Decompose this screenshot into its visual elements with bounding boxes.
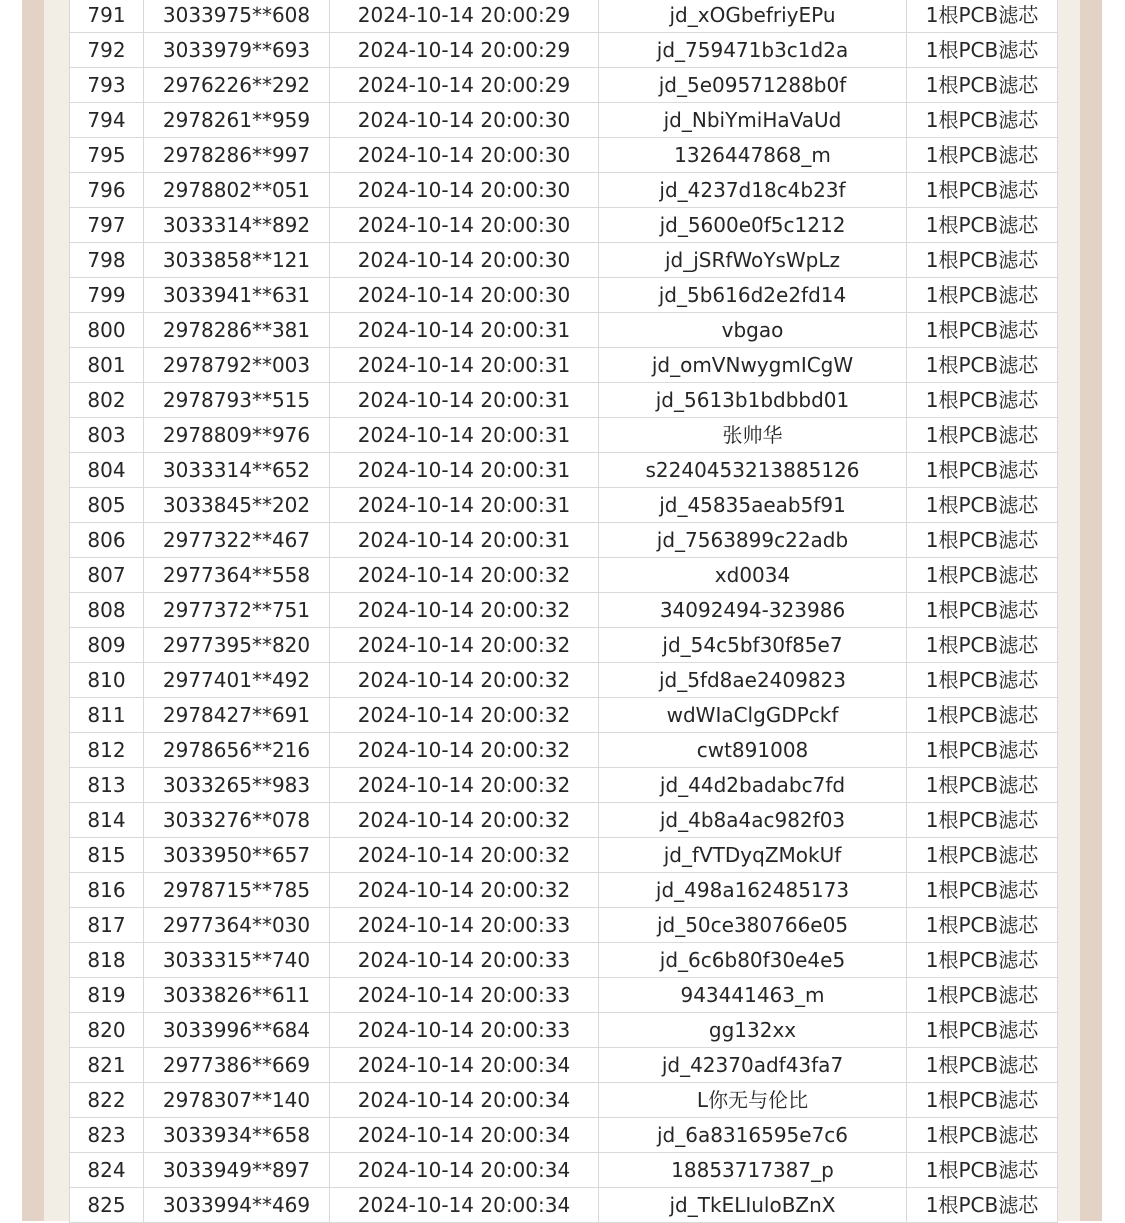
timestamp-cell: 2024-10-14 20:00:32 [330,768,599,803]
username-cell: xd0034 [599,558,907,593]
table-row [70,908,1058,943]
order-id-cell: 3033826**611 [144,978,330,1013]
timestamp-cell: 2024-10-14 20:00:30 [330,278,599,313]
table-row [70,0,1058,33]
table-row [70,523,1058,558]
username-cell: jd_TkELIuloBZnX [599,1188,907,1223]
timestamp-cell: 2024-10-14 20:00:32 [330,873,599,908]
row-number-cell: 800 [70,313,144,348]
table-row [70,1118,1058,1153]
timestamp-cell: 2024-10-14 20:00:32 [330,838,599,873]
username-cell: jd_7563899c22adb [599,523,907,558]
row-number-cell: 804 [70,453,144,488]
username-cell: jd_jSRfWoYsWpLz [599,243,907,278]
timestamp-cell: 2024-10-14 20:00:30 [330,208,599,243]
username-cell: jd_omVNwygmICgW [599,348,907,383]
row-number-cell: 822 [70,1083,144,1118]
order-id-cell: 3033994**469 [144,1188,330,1223]
row-number-cell: 810 [70,663,144,698]
prize-cell: 1根PCB滤芯 [907,943,1058,978]
username-cell: jd_5fd8ae2409823 [599,663,907,698]
username-cell: jd_6a8316595e7c6 [599,1118,907,1153]
username-cell: jd_5b616d2e2fd14 [599,278,907,313]
order-id-cell: 2977372**751 [144,593,330,628]
timestamp-cell: 2024-10-14 20:00:33 [330,1013,599,1048]
row-number-cell: 802 [70,383,144,418]
winners-table [69,0,1058,1223]
prize-cell: 1根PCB滤芯 [907,313,1058,348]
table-row [70,628,1058,663]
prize-cell: 1根PCB滤芯 [907,278,1058,313]
order-id-cell: 2978307**140 [144,1083,330,1118]
username-cell: jd_498a162485173 [599,873,907,908]
row-number-cell: 803 [70,418,144,453]
row-number-cell: 815 [70,838,144,873]
timestamp-cell: 2024-10-14 20:00:34 [330,1153,599,1188]
row-number-cell: 811 [70,698,144,733]
prize-cell: 1根PCB滤芯 [907,1153,1058,1188]
row-number-cell: 823 [70,1118,144,1153]
row-number-cell: 794 [70,103,144,138]
prize-cell: 1根PCB滤芯 [907,593,1058,628]
order-id-cell: 2977395**820 [144,628,330,663]
order-id-cell: 2978286**997 [144,138,330,173]
order-id-cell: 3033975**608 [144,0,330,33]
table-row [70,103,1058,138]
username-cell: L你无与伦比 [599,1083,907,1118]
order-id-cell: 2977322**467 [144,523,330,558]
timestamp-cell: 2024-10-14 20:00:32 [330,698,599,733]
prize-cell: 1根PCB滤芯 [907,1188,1058,1223]
prize-cell: 1根PCB滤芯 [907,383,1058,418]
prize-cell: 1根PCB滤芯 [907,453,1058,488]
username-cell: jd_fVTDyqZMokUf [599,838,907,873]
username-cell: jd_44d2badabc7fd [599,768,907,803]
order-id-cell: 2978286**381 [144,313,330,348]
prize-cell: 1根PCB滤芯 [907,208,1058,243]
row-number-cell: 812 [70,733,144,768]
row-number-cell: 813 [70,768,144,803]
table-row [70,208,1058,243]
order-id-cell: 3033845**202 [144,488,330,523]
username-cell: 18853717387_p [599,1153,907,1188]
order-id-cell: 2978261**959 [144,103,330,138]
row-number-cell: 799 [70,278,144,313]
username-cell: jd_xOGbefriyEPu [599,0,907,33]
prize-cell: 1根PCB滤芯 [907,0,1058,33]
row-number-cell: 825 [70,1188,144,1223]
table-row [70,768,1058,803]
prize-cell: 1根PCB滤芯 [907,68,1058,103]
order-id-cell: 2978792**003 [144,348,330,383]
row-number-cell: 808 [70,593,144,628]
row-number-cell: 798 [70,243,144,278]
username-cell: jd_4237d18c4b23f [599,173,907,208]
timestamp-cell: 2024-10-14 20:00:34 [330,1083,599,1118]
timestamp-cell: 2024-10-14 20:00:34 [330,1048,599,1083]
table-row [70,978,1058,1013]
order-id-cell: 3033265**983 [144,768,330,803]
prize-cell: 1根PCB滤芯 [907,978,1058,1013]
row-number-cell: 793 [70,68,144,103]
order-id-cell: 2977401**492 [144,663,330,698]
table-row [70,873,1058,908]
order-id-cell: 3033996**684 [144,1013,330,1048]
username-cell: jd_4b8a4ac982f03 [599,803,907,838]
timestamp-cell: 2024-10-14 20:00:30 [330,138,599,173]
prize-cell: 1根PCB滤芯 [907,558,1058,593]
row-number-cell: 791 [70,0,144,33]
order-id-cell: 2977386**669 [144,1048,330,1083]
order-id-cell: 2977364**558 [144,558,330,593]
row-number-cell: 792 [70,33,144,68]
prize-cell: 1根PCB滤芯 [907,1118,1058,1153]
timestamp-cell: 2024-10-14 20:00:30 [330,103,599,138]
username-cell: 34092494-323986 [599,593,907,628]
prize-cell: 1根PCB滤芯 [907,243,1058,278]
table-row [70,33,1058,68]
table-row [70,1048,1058,1083]
timestamp-cell: 2024-10-14 20:00:29 [330,33,599,68]
prize-cell: 1根PCB滤芯 [907,873,1058,908]
table-row [70,453,1058,488]
username-cell: cwt891008 [599,733,907,768]
row-number-cell: 816 [70,873,144,908]
username-cell: jd_5e09571288b0f [599,68,907,103]
row-number-cell: 795 [70,138,144,173]
order-id-cell: 3033858**121 [144,243,330,278]
timestamp-cell: 2024-10-14 20:00:32 [330,733,599,768]
order-id-cell: 3033950**657 [144,838,330,873]
row-number-cell: 807 [70,558,144,593]
order-id-cell: 2978809**976 [144,418,330,453]
table-row [70,488,1058,523]
username-cell: 943441463_m [599,978,907,1013]
table-row [70,418,1058,453]
order-id-cell: 3033934**658 [144,1118,330,1153]
order-id-cell: 2978715**785 [144,873,330,908]
table-row [70,348,1058,383]
timestamp-cell: 2024-10-14 20:00:30 [330,243,599,278]
table-row [70,838,1058,873]
timestamp-cell: 2024-10-14 20:00:33 [330,943,599,978]
order-id-cell: 3033276**078 [144,803,330,838]
table-row [70,1153,1058,1188]
table-row [70,593,1058,628]
username-cell: vbgao [599,313,907,348]
order-id-cell: 3033315**740 [144,943,330,978]
order-id-cell: 2977364**030 [144,908,330,943]
prize-cell: 1根PCB滤芯 [907,348,1058,383]
username-cell: jd_NbiYmiHaVaUd [599,103,907,138]
prize-cell: 1根PCB滤芯 [907,418,1058,453]
order-id-cell: 2978793**515 [144,383,330,418]
prize-cell: 1根PCB滤芯 [907,488,1058,523]
timestamp-cell: 2024-10-14 20:00:29 [330,68,599,103]
prize-cell: 1根PCB滤芯 [907,1048,1058,1083]
prize-cell: 1根PCB滤芯 [907,33,1058,68]
table-row [70,383,1058,418]
row-number-cell: 818 [70,943,144,978]
table-row [70,1013,1058,1048]
username-cell: jd_5600e0f5c1212 [599,208,907,243]
timestamp-cell: 2024-10-14 20:00:33 [330,908,599,943]
timestamp-cell: 2024-10-14 20:00:31 [330,383,599,418]
username-cell: jd_42370adf43fa7 [599,1048,907,1083]
prize-cell: 1根PCB滤芯 [907,103,1058,138]
username-cell: s2240453213885126 [599,453,907,488]
timestamp-cell: 2024-10-14 20:00:31 [330,488,599,523]
table-row [70,698,1058,733]
username-cell: gg132xx [599,1013,907,1048]
row-number-cell: 817 [70,908,144,943]
row-number-cell: 820 [70,1013,144,1048]
order-id-cell: 2978427**691 [144,698,330,733]
order-id-cell: 3033941**631 [144,278,330,313]
order-id-cell: 3033949**897 [144,1153,330,1188]
row-number-cell: 806 [70,523,144,558]
table-row [70,733,1058,768]
username-cell: 张帅华 [599,418,907,453]
prize-cell: 1根PCB滤芯 [907,838,1058,873]
prize-cell: 1根PCB滤芯 [907,1013,1058,1048]
row-number-cell: 814 [70,803,144,838]
row-number-cell: 821 [70,1048,144,1083]
row-number-cell: 809 [70,628,144,663]
timestamp-cell: 2024-10-14 20:00:31 [330,348,599,383]
winners-table-body [70,0,1058,1223]
table-row [70,1083,1058,1118]
timestamp-cell: 2024-10-14 20:00:32 [330,558,599,593]
timestamp-cell: 2024-10-14 20:00:30 [330,173,599,208]
username-cell: 1326447868_m [599,138,907,173]
username-cell: jd_54c5bf30f85e7 [599,628,907,663]
row-number-cell: 797 [70,208,144,243]
row-number-cell: 796 [70,173,144,208]
username-cell: jd_50ce380766e05 [599,908,907,943]
prize-cell: 1根PCB滤芯 [907,768,1058,803]
table-row [70,558,1058,593]
order-id-cell: 3033314**652 [144,453,330,488]
username-cell: jd_759471b3c1d2a [599,33,907,68]
username-cell: jd_6c6b80f30e4e5 [599,943,907,978]
order-id-cell: 2976226**292 [144,68,330,103]
prize-cell: 1根PCB滤芯 [907,1083,1058,1118]
timestamp-cell: 2024-10-14 20:00:33 [330,978,599,1013]
table-row [70,278,1058,313]
prize-cell: 1根PCB滤芯 [907,733,1058,768]
table-row [70,243,1058,278]
timestamp-cell: 2024-10-14 20:00:32 [330,663,599,698]
timestamp-cell: 2024-10-14 20:00:32 [330,803,599,838]
row-number-cell: 819 [70,978,144,1013]
table-row [70,663,1058,698]
timestamp-cell: 2024-10-14 20:00:31 [330,313,599,348]
row-number-cell: 801 [70,348,144,383]
username-cell: jd_45835aeab5f91 [599,488,907,523]
timestamp-cell: 2024-10-14 20:00:31 [330,453,599,488]
timestamp-cell: 2024-10-14 20:00:34 [330,1118,599,1153]
timestamp-cell: 2024-10-14 20:00:32 [330,593,599,628]
table-row [70,803,1058,838]
prize-cell: 1根PCB滤芯 [907,698,1058,733]
table-row [70,68,1058,103]
prize-cell: 1根PCB滤芯 [907,803,1058,838]
table-row [70,943,1058,978]
prize-cell: 1根PCB滤芯 [907,523,1058,558]
timestamp-cell: 2024-10-14 20:00:32 [330,628,599,663]
username-cell: wdWIaClgGDPckf [599,698,907,733]
row-number-cell: 805 [70,488,144,523]
timestamp-cell: 2024-10-14 20:00:29 [330,0,599,33]
prize-cell: 1根PCB滤芯 [907,663,1058,698]
table-row [70,1188,1058,1223]
order-id-cell: 2978656**216 [144,733,330,768]
order-id-cell: 3033979**693 [144,33,330,68]
prize-cell: 1根PCB滤芯 [907,908,1058,943]
timestamp-cell: 2024-10-14 20:00:34 [330,1188,599,1223]
table-row [70,173,1058,208]
prize-cell: 1根PCB滤芯 [907,138,1058,173]
prize-cell: 1根PCB滤芯 [907,173,1058,208]
table-row [70,138,1058,173]
username-cell: jd_5613b1bdbbd01 [599,383,907,418]
prize-cell: 1根PCB滤芯 [907,628,1058,663]
order-id-cell: 2978802**051 [144,173,330,208]
row-number-cell: 824 [70,1153,144,1188]
timestamp-cell: 2024-10-14 20:00:31 [330,418,599,453]
timestamp-cell: 2024-10-14 20:00:31 [330,523,599,558]
order-id-cell: 3033314**892 [144,208,330,243]
table-row [70,313,1058,348]
